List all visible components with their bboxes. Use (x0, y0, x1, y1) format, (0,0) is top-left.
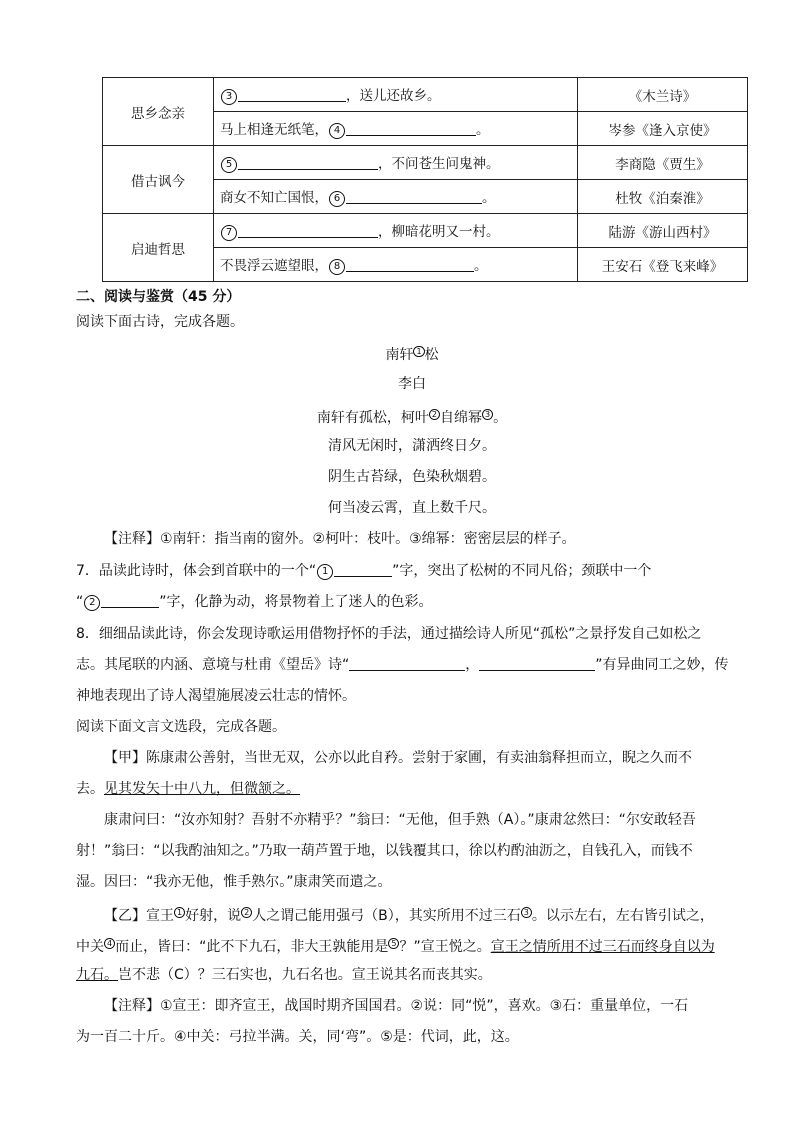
blank-number: 6 (329, 191, 345, 207)
passage-jia: 湿。因曰：“我亦无他，惟手熟尔。”康肃笑而遣之。 (76, 874, 392, 890)
section-heading: 二、阅读与鉴赏（45 分） (76, 289, 241, 305)
blank-number: 3 (221, 89, 237, 105)
poem-title: 南轩 $^1$ 松 (385, 347, 439, 363)
underlined-sentence: 宣王之情所用不过三石而终身自以为 (490, 939, 715, 955)
answer-blank[interactable] (479, 657, 595, 671)
poem-line: 南轩有孤松，柯叶 $^2$ 自绵幂 $^3$ 。 (316, 410, 508, 426)
answer-blank[interactable] (101, 594, 159, 608)
source-cell: 王安石《登飞来峰》 (578, 248, 748, 282)
blank-number: 5 (221, 157, 237, 173)
table-row (103, 146, 748, 180)
table-row (103, 78, 748, 112)
question-8-cont: 神地表现出了诗人渴望施展凌云壮志的情怀。 (76, 688, 356, 704)
underlined-sentence: 见其发矢十中八九，但微颔之。 (104, 781, 300, 797)
answer-blank[interactable] (238, 156, 378, 170)
question-7: 7．品读此诗时，体会到首联中的一个“ 1 ”字，突出了松树的不同凡俗；颈联中一个 (76, 563, 652, 579)
poem-instruction: 阅读下面古诗，完成各题。 (76, 314, 244, 330)
theme-cell: 思乡念亲 (103, 78, 214, 146)
poem-line: 阴生古苔绿，色染秋烟碧。 (328, 469, 496, 485)
answer-blank[interactable] (346, 122, 476, 136)
recitation-table (102, 77, 748, 282)
answer-blank[interactable] (334, 563, 392, 577)
question-8-cont: 志。其尾联的内涵、意境与杜甫《望岳》诗“ ， ”有异曲同工之妙，传 (76, 657, 729, 673)
blank-number: 8 (329, 259, 345, 275)
line-cell: 商女不知亡国恨， 6 。 (214, 180, 578, 214)
answer-blank[interactable] (349, 657, 465, 671)
blank-number: 7 (221, 225, 237, 241)
line-cell: 7 ，柳暗花明又一村。 (214, 214, 578, 248)
poem-line: 清风无闲时，潇洒终日夕。 (328, 438, 496, 454)
question-8: 8．细细品读此诗，你会发现诗歌运用借物抒怀的手法，通过描绘诗人所见“孤松”之景抒发自己如松之 (76, 626, 702, 642)
source-cell: 岑参《逢入京使》 (578, 112, 748, 146)
question-7-cont: “ 2 ”字，化静为动，将景物着上了迷人的色彩。 (76, 594, 433, 610)
blank-number: 4 (329, 123, 345, 139)
source-cell: 李商隐《贾生》 (578, 146, 748, 180)
answer-blank[interactable] (346, 258, 474, 272)
passage-yi: 【乙】宣王 $^1$ 好射，说 $^2$ 人之谓己能用强弓（B），其实所用不过三石 $^3$ 。以示左右，左右皆引试之， (104, 908, 714, 924)
source-cell: 陆游《游山西村》 (578, 214, 748, 248)
source-cell: 《木兰诗》 (578, 78, 748, 112)
table-row (103, 214, 748, 248)
passage-jia: 去。见其发矢十中八九，但微颔之。 (76, 781, 300, 797)
poem-notes: 【注释】①南轩：指当南的窗外。②柯叶：枝叶。③绵幂：密密层层的样子。 (104, 531, 576, 547)
passage-jia: 康肃问曰：“汝亦知射？吾射不亦精乎？”翁曰：“无他，但手熟（A）。”康肃忿然曰：“尔安敢轻吾 (104, 812, 696, 828)
prose-instruction: 阅读下面文言文选段，完成各题。 (76, 719, 286, 735)
line-cell: 马上相逢无纸笔， 4 。 (214, 112, 578, 146)
answer-blank[interactable] (238, 88, 346, 102)
passage-jia: 【甲】陈康肃公善射，当世无双，公亦以此自矜。尝射于家圃，有卖油翁释担而立，睨之久而不 (104, 750, 692, 766)
answer-blank[interactable] (238, 224, 378, 238)
line-cell: 不畏浮云遮望眼， 8 。 (214, 248, 578, 282)
line-cell: 3 ，送儿还故乡。 (214, 78, 578, 112)
theme-cell: 启迪哲思 (103, 214, 214, 282)
passage-yi: 九石。岂不悲（C）？三石实也，九石名也。宣王说其名而丧其实。 (76, 967, 492, 983)
passage-notes: 【注释】①宣王：即齐宣王，战国时期齐国国君。②说：同“悦”，喜欢。③石：重量单位，一石 (104, 998, 689, 1014)
passage-jia: 射！”翁曰：“以我酌油知之。”乃取一葫芦置于地，以钱覆其口，徐以杓酌油沥之，自钱孔入，而钱不 (76, 843, 693, 859)
underlined-sentence: 九石。 (76, 967, 118, 983)
poem-line: 何当凌云霄，直上数千尺。 (328, 500, 496, 516)
source-cell: 杜牧《泊秦淮》 (578, 180, 748, 214)
theme-cell: 借古讽今 (103, 146, 214, 214)
answer-blank[interactable] (346, 190, 482, 204)
passage-notes: 为一百二十斤。④中关：弓拉半满。关，同‘弯”。⑤是：代词，此，这。 (76, 1029, 519, 1045)
poem-author: 李白 (398, 376, 426, 392)
passage-yi: 中关 $^4$ 而止，皆曰：“此不下九石，非大王孰能用是 $^5$ ？”宣王悦之。宣王之情所用不过三石而终身自以为 (76, 939, 715, 955)
line-cell: 5 ，不问苍生问鬼神。 (214, 146, 578, 180)
